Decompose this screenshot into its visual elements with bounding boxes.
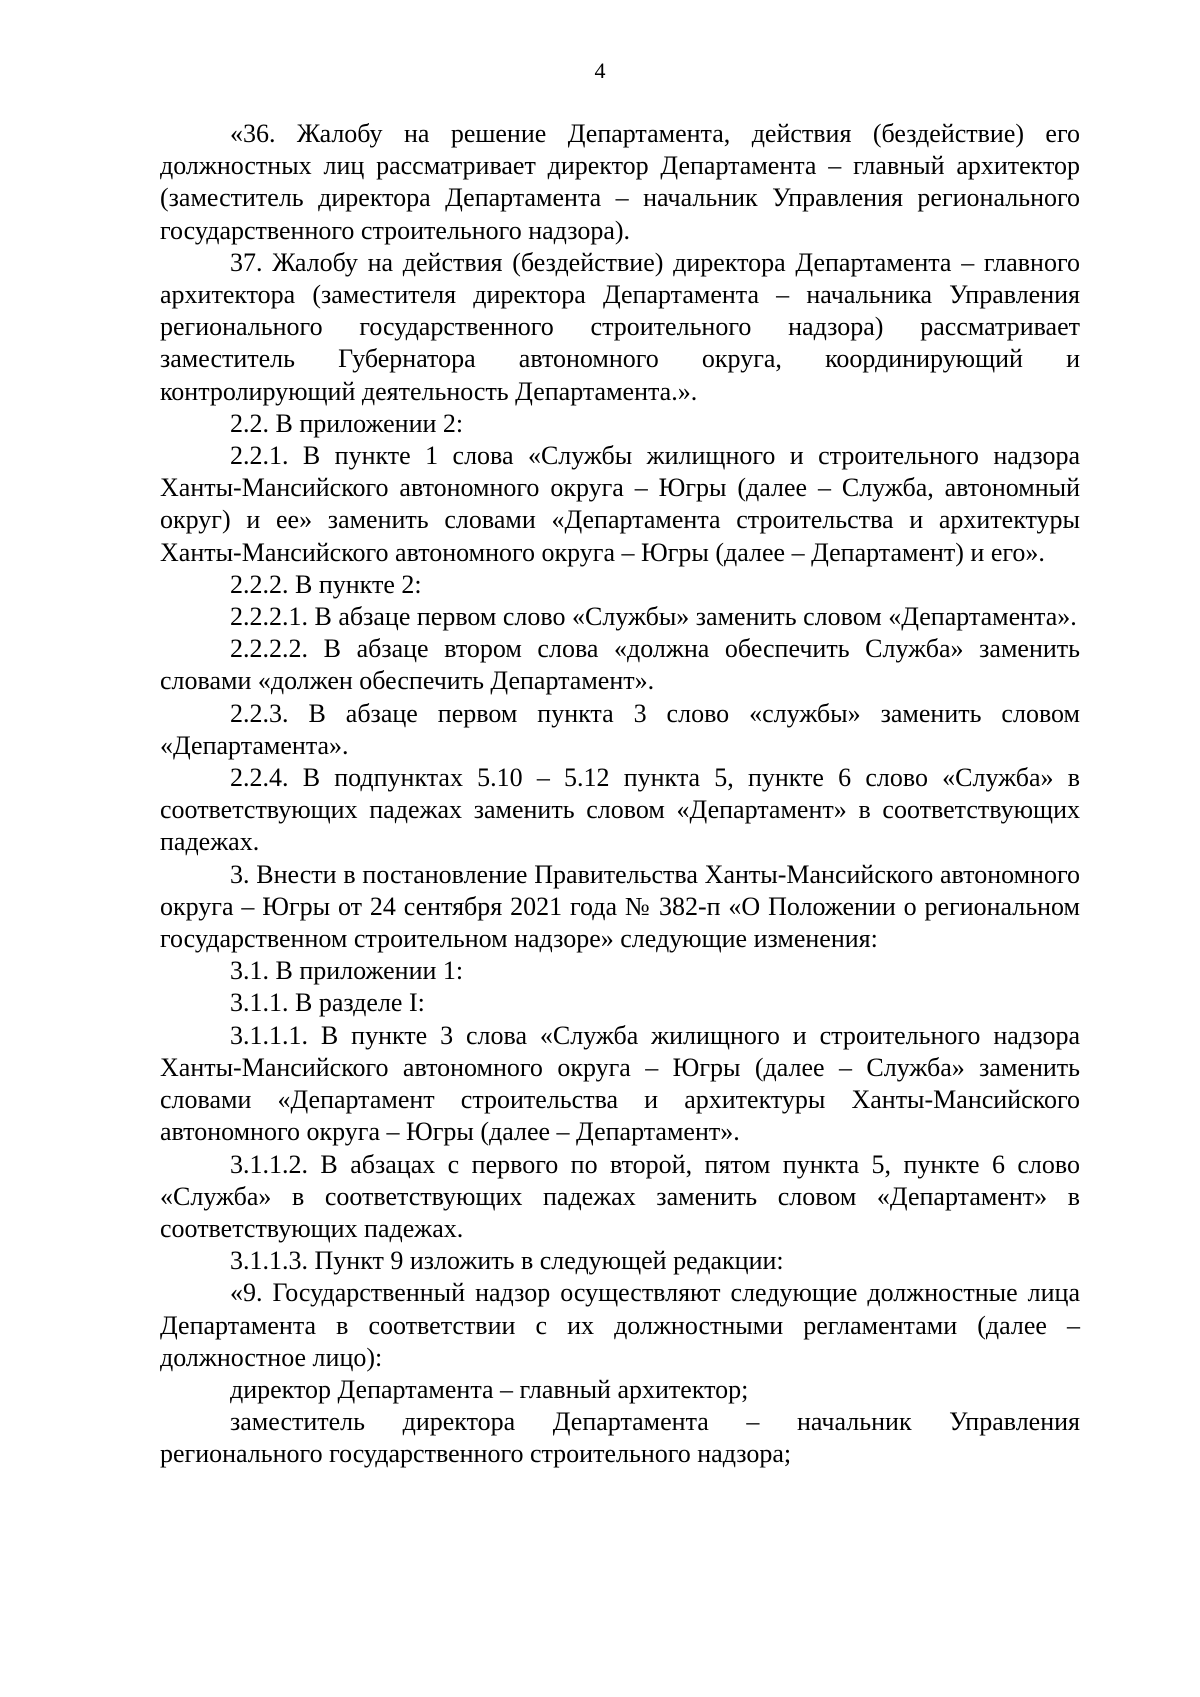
paragraph-2-2-2-2: 2.2.2.2. В абзаце втором слова «должна обеспечить Служба» заменить словами «должен обеспечить Департамент». xyxy=(160,634,1080,696)
paragraph-3-1-1: 3.1.1. В разделе I: xyxy=(230,988,425,1018)
paragraph-3-1-1-3: 3.1.1.3. Пункт 9 изложить в следующей редакции: xyxy=(230,1246,784,1276)
paragraph-37: 37. Жалобу на действия (бездействие) директора Департамента – главного архитектора (заместителя директора Департамента – начальника Управления регионального государственного строительного надзора) рассматривает заместитель Губернатора автономного округа, координирующий и контролирующий деятельность Департамента.». xyxy=(160,247,1080,406)
paragraph-2-2-4: 2.2.4. В подпунктах 5.10 – 5.12 пункта 5, пункте 6 слово «Служба» в соответствующих падежах заменить словом «Департамент» в соответствующих падежах. xyxy=(160,763,1080,857)
paragraph-2-2-2-1: 2.2.2.1. В абзаце первом слово «Службы» заменить словом «Департамента». xyxy=(230,602,1077,632)
paragraph-3: 3. Внести в постановление Правительства Ханты-Мансийского автономного округа – Югры от 24 сентября 2021 года № 382-п «О Положении о региональном государственном строительном надзоре» следующие изменения: xyxy=(160,859,1080,954)
paragraph-director: директор Департамента – главный архитектор; xyxy=(230,1374,749,1404)
paragraph-2-2-3: 2.2.3. В абзаце первом пункта 3 слово «службы» заменить словом «Департамента». xyxy=(160,698,1080,760)
paragraph-36: «36. Жалобу на решение Департамента, действия (бездействие) его должностных лиц рассматривает директор Департамента – главный архитектор (заместитель директора Департамента – начальник Управления регионального государственного строительного надзора). xyxy=(160,119,1080,245)
paragraph-3-1: 3.1. В приложении 1: xyxy=(230,956,464,986)
paragraph-3-1-1-2: 3.1.1.2. В абзацах с первого по второй, пятом пункта 5, пункте 6 слово «Служба» в соответствующих падежах заменить словом «Департамент» в соответствующих падежах. xyxy=(160,1149,1080,1243)
paragraph-2-2-2: 2.2.2. В пункте 2: xyxy=(230,569,422,599)
paragraph-9: «9. Государственный надзор осуществляют следующие должностные лица Департамента в соответствии с их должностными регламентами (далее – должностное лицо): xyxy=(160,1278,1080,1372)
paragraph-3-1-1-1: 3.1.1.1. В пункте 3 слова «Служба жилищного и строительного надзора Ханты-Мансийского автономного округа – Югры (далее – Служба» заменить словами «Департамент строительства и архитектуры Ханты-Мансийского автономного округа – Югры (далее – Департамент». xyxy=(160,1020,1080,1147)
paragraph-2-2-1: 2.2.1. В пункте 1 слова «Службы жилищного и строительного надзора Ханты-Мансийского автономного округа – Югры (далее – Служба, автономный округ) и ее» заменить словами «Департамента строительства и архитектуры Ханты-Мансийского автономного округа – Югры (далее – Департамент) и его». xyxy=(160,441,1080,567)
page-number: 4 xyxy=(594,58,606,83)
document-text xyxy=(160,118,1080,1471)
paragraph-deputy-director: заместитель директора Департамента – начальник Управления регионального государственного строительного надзора; xyxy=(160,1407,1080,1469)
paragraph-2-2: 2.2. В приложении 2: xyxy=(230,408,464,438)
